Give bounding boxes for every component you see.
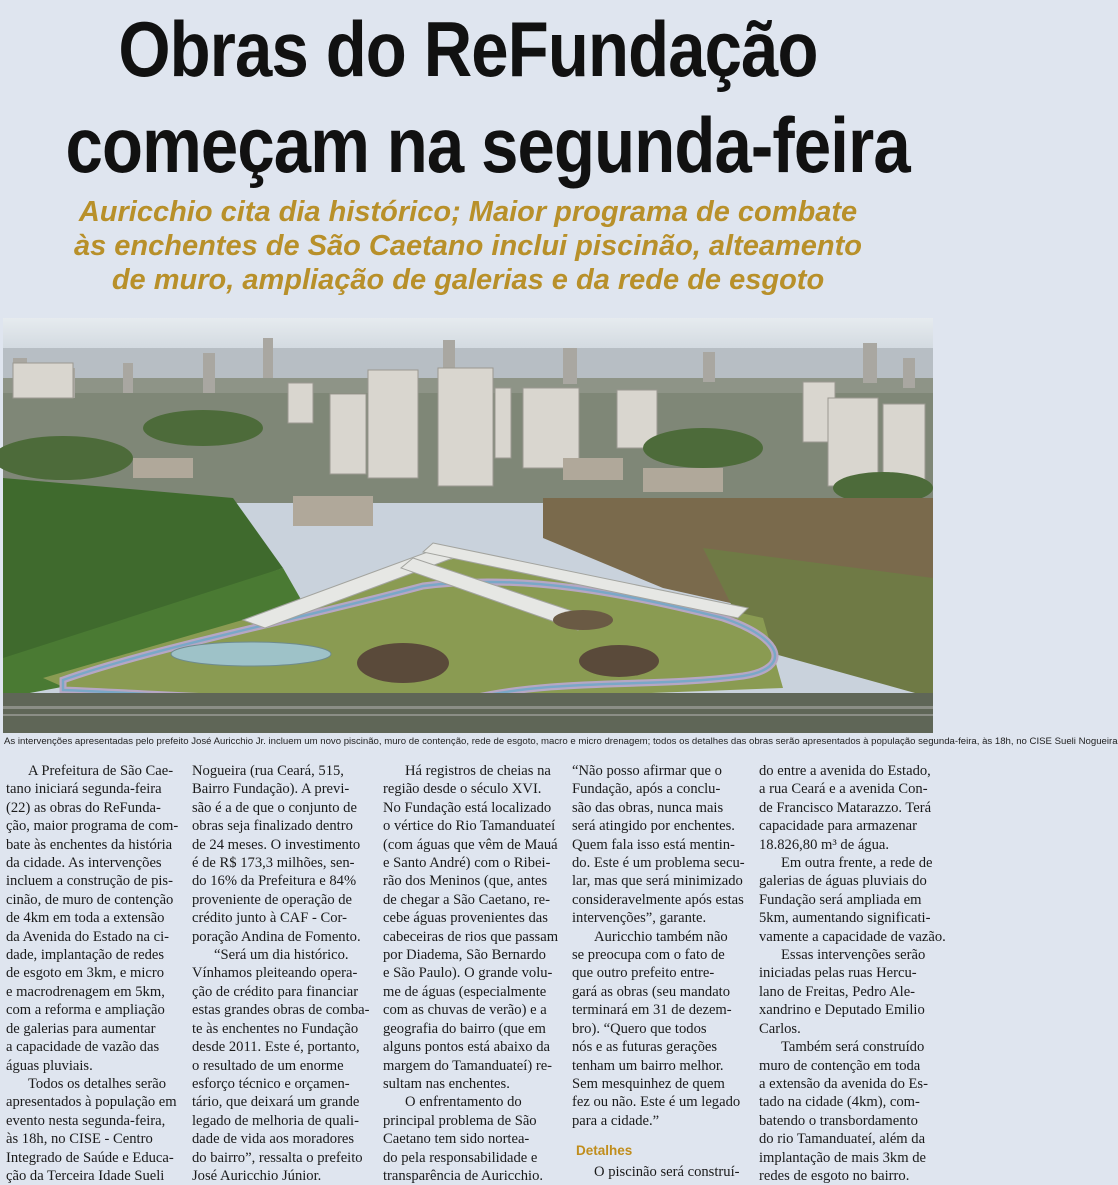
column-line: 18.826,80 m³ de água. [759, 836, 890, 853]
column-line: de Francisco Matarazzo. Terá [759, 799, 932, 816]
column-line: de esgoto em 3km, e micro [6, 965, 165, 982]
column-line: obras seja finalizado dentro [192, 818, 353, 835]
column-line: e São Paulo). O grande volu- [383, 965, 553, 982]
section-heading-detalhes: Detalhes [576, 1143, 633, 1159]
headline-line-1: Obras do ReFundação [118, 5, 818, 93]
column-line: ção, maior programa de com- [6, 818, 179, 835]
column-line: Integrado de Saúde e Educa- [6, 1149, 174, 1166]
column-line: de 24 meses. O investimento [192, 836, 361, 853]
column-line: vamente a capacidade de vazão. [759, 928, 946, 945]
aerial-photo-illustration [3, 318, 933, 733]
column-line: desde 2011. Este é, portanto, [192, 1039, 360, 1056]
column-line: Caetano tem sido nortea- [383, 1131, 530, 1148]
article-column-1 [6, 762, 179, 1185]
column-line: do rio Tamanduateí, além da [759, 1131, 926, 1148]
column-line: alguns pontos está abaixo da [383, 1039, 550, 1056]
column-line: do. Este é um problema secu- [572, 855, 745, 872]
column-line: águas pluviais. [6, 1057, 93, 1074]
column-line: Bairro Fundação). A previ- [192, 781, 350, 798]
column-line: de galerias para aumentar [6, 1020, 156, 1037]
column-line: O enfrentamento do [405, 1094, 522, 1111]
column-line: Carlos. [759, 1020, 801, 1037]
column-line: consideravelmente após estas [572, 891, 744, 908]
column-line: cinão, de muro de contenção [6, 891, 174, 908]
column-line: evento nesta segunda-feira, [6, 1112, 166, 1129]
column-line: “Será um dia histórico. [214, 947, 349, 964]
column-line: xandrino e Deputado Emilio [759, 1002, 925, 1019]
column-line: apresentados à população em [6, 1094, 177, 1111]
column-line: cabeceiras de rios que passam [383, 928, 559, 945]
column-line: proveniente de operação de [192, 891, 353, 908]
column-line: do 16% da Prefeitura e 84% [192, 873, 357, 890]
column-line: A Prefeitura de São Cae- [28, 763, 174, 779]
column-line: principal problema de São [383, 1112, 537, 1129]
column-line: tário, que deixará um grande [192, 1094, 360, 1111]
column-line: terminará em 31 de dezem- [572, 1002, 732, 1019]
column-line: poração Andina de Fomento. [192, 928, 361, 945]
column-line: ção da Terceira Idade Sueli [6, 1167, 165, 1184]
column-line: José Auricchio Júnior. [192, 1167, 322, 1184]
column-line: lano de Freitas, Pedro Ale- [759, 983, 916, 1000]
aerial-photo [3, 318, 933, 733]
column-line: são é a de que o conjunto de [192, 799, 357, 816]
column-line: te às enchentes no Fundação [192, 1020, 359, 1037]
column-line: é de R$ 173,3 milhões, sen- [192, 855, 355, 872]
column-line: a rua Ceará e a avenida Con- [759, 781, 928, 798]
column-line: sultam nas enchentes. [383, 1075, 510, 1092]
column-line: Fundação, após a conclu- [572, 781, 721, 798]
column-line: ção de crédito para financiar [192, 983, 359, 1000]
column-line: da Avenida do Estado na ci- [6, 928, 170, 945]
column-line: implantação de mais 3km de [759, 1149, 926, 1166]
column-line: (com águas que vêm de Mauá [383, 836, 558, 853]
column-line: que outro prefeito entre- [572, 965, 715, 982]
column-line: Em outra frente, a rede de [781, 855, 933, 872]
column-line: Quem fala isso está mentin- [572, 836, 735, 853]
column-line: cebe águas provenientes das [383, 910, 548, 927]
column-line: tado na cidade (4km), com- [759, 1094, 920, 1111]
column-line: Também será construído [781, 1039, 925, 1056]
column-line: a extensão da avenida do Es- [759, 1075, 928, 1092]
column-line: o vértice do Rio Tamanduateí [383, 818, 556, 835]
column-line: intervenções”, garante. [572, 910, 707, 927]
subheadline-line-1: Auricchio cita dia histórico; Maior programa de combate [78, 196, 858, 228]
column-line: do bairro”, ressalta o prefeito [192, 1149, 363, 1166]
column-line: por Diadema, São Bernardo [383, 947, 546, 964]
column-line: Há registros de cheias na [405, 763, 551, 779]
column-line: bate às enchentes da história [6, 836, 173, 853]
headline-line-2: começam na segunda-feira [65, 101, 910, 189]
column-line: gará as obras (seu mandato [572, 983, 731, 1000]
column-line: rão dos Meninos (que, antes [383, 873, 548, 890]
column-line: fez ou não. Este é um legado [572, 1094, 741, 1111]
column-line: se preocupa com o fato de [572, 947, 725, 964]
column-line: Auricchio também não [594, 928, 728, 945]
column-line: margem do Tamanduateí) re- [383, 1057, 553, 1074]
column-line: crédito junto à CAF - Cor- [192, 910, 347, 927]
column-line: e Santo André) com o Ribei- [383, 855, 551, 872]
column-line: nós e as futuras gerações [572, 1039, 718, 1056]
column-line: o resultado de um enorme [192, 1057, 344, 1074]
column-line: Vínhamos pleiteando opera- [192, 965, 358, 982]
column-line: No Fundação está localizado [383, 799, 552, 816]
column-line: de 4km em toda a extensão [6, 910, 165, 927]
column-line: região desde o século XVI. [383, 781, 542, 798]
article-column-3 [383, 762, 559, 1185]
article-column-4 [572, 762, 744, 1181]
column-line: estas grandes obras de comba- [192, 1002, 370, 1019]
column-line: bro). “Quero que todos [572, 1020, 707, 1037]
column-line: iniciadas pelas ruas Hercu- [759, 965, 917, 982]
column-line: muro de contenção em toda [759, 1057, 921, 1074]
article-column-5 [759, 762, 946, 1185]
column-line: incluem a construção de pis- [6, 873, 173, 890]
subheadline [0, 195, 936, 297]
column-line: Todos os detalhes serão [28, 1075, 166, 1092]
article-column-2 [192, 762, 370, 1185]
column-line: lar, mas que será minimizado [572, 873, 743, 890]
column-line: esforço técnico e orçamen- [192, 1075, 350, 1092]
column-line: do entre a avenida do Estado, [759, 763, 931, 779]
column-line: transparência de Auricchio. [383, 1167, 544, 1184]
column-line: às 18h, no CISE - Centro [6, 1131, 153, 1148]
column-line: redes de esgoto no bairro. [759, 1167, 910, 1184]
column-line: Essas intervenções serão [781, 947, 926, 964]
column-line: tano iniciará segunda-feira [6, 781, 162, 798]
column-line: O piscinão será construí- [594, 1163, 740, 1180]
column-line: a capacidade de vazão das [6, 1039, 160, 1056]
subheadline-line-2: às enchentes de São Caetano inclui piscinão, alteamento [73, 230, 863, 262]
column-line: Sem mesquinhez de quem [572, 1075, 725, 1092]
column-line: será atingido por enchentes. [572, 818, 735, 835]
column-line: Nogueira (rua Ceará, 515, [192, 763, 344, 779]
column-line: Fundação será ampliada em [759, 891, 922, 908]
column-line: batendo o transbordamento [759, 1112, 918, 1129]
column-line: são das obras, nunca mais [572, 799, 724, 816]
column-line: capacidade para armazenar [759, 818, 917, 835]
column-line: geografia do bairro (que em [383, 1020, 546, 1037]
column-line: para a cidade.” [572, 1112, 660, 1129]
column-line: (22) as obras do ReFunda- [6, 799, 161, 816]
column-line: galerias de águas pluviais do [759, 873, 927, 890]
column-line: “Não posso afirmar que o [572, 763, 722, 779]
column-line: e macrodrenagem em 5km, [6, 983, 165, 1000]
column-line: me de águas (especialmente [383, 983, 547, 1000]
subheadline-line-3: de muro, ampliação de galerias e da rede de esgoto [111, 264, 825, 296]
column-line: dade, implantação de redes [6, 947, 165, 964]
column-line: legado de melhoria de quali- [192, 1112, 359, 1129]
column-line: tenham um bairro melhor. [572, 1057, 724, 1074]
column-line: do pela responsabilidade e [383, 1149, 538, 1166]
column-line: de chegar a São Caetano, re- [383, 891, 550, 908]
column-line: da cidade. As intervenções [6, 855, 162, 872]
column-line: dade de vida aos moradores [192, 1131, 355, 1148]
column-line: com a reforma e ampliação [6, 1002, 165, 1019]
photo-caption: As intervenções apresentadas pelo prefeito José Auricchio Jr. incluem um novo piscinão, muro de contenção, rede de esgoto, macro e micro drenagem; todos os detalhes das obras serão apresentados à população segunda-feira, às 18h, no CISE Sueli Nogueira [4, 736, 1118, 747]
column-line: com as chuvas de verão) e a [383, 1002, 547, 1019]
column-line: 5km, aumentando significati- [759, 910, 931, 927]
